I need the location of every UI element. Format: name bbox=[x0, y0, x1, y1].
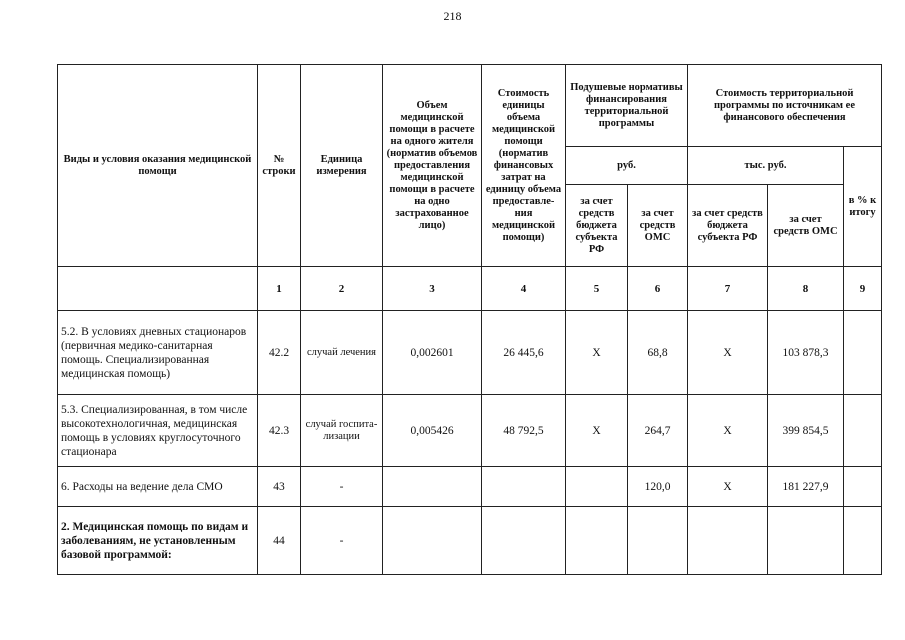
row-volume: 0,002601 bbox=[383, 311, 482, 395]
row-thous-oms bbox=[768, 507, 844, 575]
row-thous-oms: 399 854,5 bbox=[768, 395, 844, 467]
header-thous-oms: за счет средств ОМС bbox=[768, 185, 844, 267]
row-thous-oms: 181 227,9 bbox=[768, 467, 844, 507]
row-rub-budget bbox=[566, 467, 628, 507]
column-number: 3 bbox=[383, 267, 482, 311]
table-row bbox=[58, 311, 882, 395]
header-percent: в % к итогу bbox=[844, 147, 882, 267]
row-unit: случай лечения bbox=[301, 311, 383, 395]
row-cost: 26 445,6 bbox=[482, 311, 566, 395]
column-number: 2 bbox=[301, 267, 383, 311]
column-number bbox=[58, 267, 258, 311]
header-rub-oms: за счет средств ОМС bbox=[628, 185, 688, 267]
row-cost: 48 792,5 bbox=[482, 395, 566, 467]
header-type: Виды и условия оказания медицинской помощи bbox=[58, 65, 258, 267]
column-number: 8 bbox=[768, 267, 844, 311]
row-rub-budget: Х bbox=[566, 395, 628, 467]
row-name: 5.2. В условиях дневных стационаров (первичная медико-санитарная помощь. Специализированная медицинская помощь) bbox=[58, 311, 258, 395]
header-cost: Стоимость единицы объема медицинской помощи (норматив финансовых затрат на единицу объема предоставле-ния медицинской помощи) bbox=[482, 65, 566, 267]
column-number: 6 bbox=[628, 267, 688, 311]
row-rub-oms: 120,0 bbox=[628, 467, 688, 507]
row-number: 43 bbox=[258, 467, 301, 507]
financing-table bbox=[57, 64, 882, 575]
row-rub-oms: 68,8 bbox=[628, 311, 688, 395]
column-number: 7 bbox=[688, 267, 768, 311]
row-name: 6. Расходы на ведение дела СМО bbox=[58, 467, 258, 507]
row-percent bbox=[844, 467, 882, 507]
row-number: 42.2 bbox=[258, 311, 301, 395]
header-thousand-rub: тыс. руб. bbox=[688, 147, 844, 185]
row-thous-budget: Х bbox=[688, 467, 768, 507]
row-unit: - bbox=[301, 467, 383, 507]
row-cost bbox=[482, 507, 566, 575]
header-rub: руб. bbox=[566, 147, 688, 185]
column-number: 9 bbox=[844, 267, 882, 311]
table-row bbox=[58, 467, 882, 507]
header-row-no: № строки bbox=[258, 65, 301, 267]
row-thous-oms: 103 878,3 bbox=[768, 311, 844, 395]
row-rub-oms bbox=[628, 507, 688, 575]
row-name: 2. Медицинская помощь по видам и заболеваниям, не установленным базовой программой: bbox=[58, 507, 258, 575]
table-row bbox=[58, 395, 882, 467]
row-volume: 0,005426 bbox=[383, 395, 482, 467]
row-percent bbox=[844, 507, 882, 575]
header-volume: Объем медицинской помощи в расчете на одного жителя (норматив объемов предоставления медицинской помощи в расчете на одно застрахованное лицо) bbox=[383, 65, 482, 267]
row-thous-budget: Х bbox=[688, 395, 768, 467]
row-number: 44 bbox=[258, 507, 301, 575]
row-percent bbox=[844, 395, 882, 467]
page-number: 218 bbox=[443, 9, 462, 23]
row-volume bbox=[383, 507, 482, 575]
row-volume bbox=[383, 467, 482, 507]
row-unit: - bbox=[301, 507, 383, 575]
row-name: 5.3. Специализированная, в том числе высокотехнологичная, медицинская помощь в условиях круглосуточного стационара bbox=[58, 395, 258, 467]
row-rub-budget bbox=[566, 507, 628, 575]
header-cost-program: Стоимость территориальной программы по источникам ее финансового обеспечения bbox=[688, 65, 882, 147]
row-number: 42.3 bbox=[258, 395, 301, 467]
row-thous-budget bbox=[688, 507, 768, 575]
row-rub-oms: 264,7 bbox=[628, 395, 688, 467]
column-number: 5 bbox=[566, 267, 628, 311]
header-unit: Единица измерения bbox=[301, 65, 383, 267]
header-thous-budget: за счет средств бюджета субъекта РФ bbox=[688, 185, 768, 267]
header-rub-budget: за счет средств бюджета субъекта РФ bbox=[566, 185, 628, 267]
column-number: 4 bbox=[482, 267, 566, 311]
row-percent bbox=[844, 311, 882, 395]
header-per-capita: Подушевые нормативы финансирования территориальной программы bbox=[566, 65, 688, 147]
row-rub-budget: Х bbox=[566, 311, 628, 395]
column-number: 1 bbox=[258, 267, 301, 311]
table-row bbox=[58, 507, 882, 575]
row-unit: случай госпита-лизации bbox=[301, 395, 383, 467]
row-cost bbox=[482, 467, 566, 507]
row-thous-budget: Х bbox=[688, 311, 768, 395]
column-numbers-row bbox=[58, 267, 882, 311]
